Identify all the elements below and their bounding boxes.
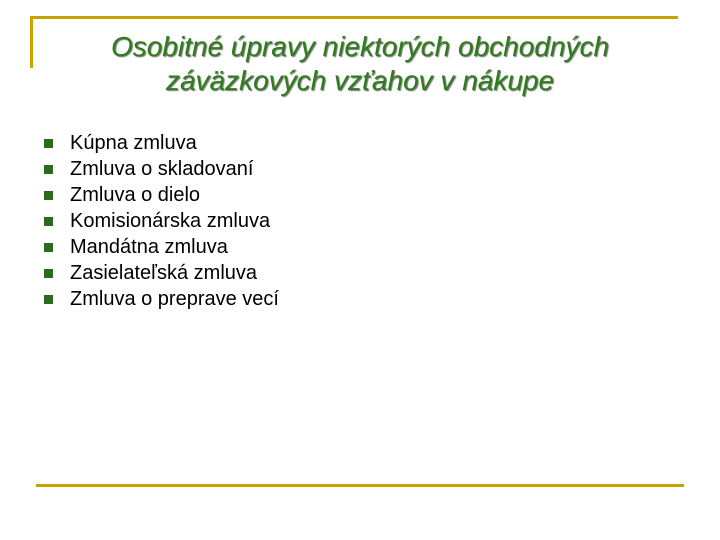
- slide-title-line-1: Osobitné úpravy niektorých obchodných: [110, 31, 610, 62]
- list-item: [40, 130, 279, 156]
- square-bullet-icon: [44, 243, 53, 252]
- list-item-label: Zmluva o preprave vecí: [70, 288, 279, 310]
- square-bullet-icon: [44, 217, 53, 226]
- list-item-label: Zasielateľská zmluva: [70, 262, 258, 284]
- list-item: [40, 234, 279, 260]
- square-bullet-icon: [44, 139, 53, 148]
- list-item: [40, 286, 279, 312]
- square-bullet-icon: [44, 165, 53, 174]
- frame-top-rule: [30, 16, 678, 19]
- list-item-label: Mandátna zmluva: [70, 236, 228, 258]
- frame-left-rule: [30, 16, 33, 68]
- slide-title: [36, 30, 684, 98]
- square-bullet-icon: [44, 269, 53, 278]
- list-item: [40, 208, 279, 234]
- list-item: [40, 260, 279, 286]
- square-bullet-icon: [44, 191, 53, 200]
- bullet-list: [40, 130, 279, 312]
- frame-bottom-rule: [36, 484, 684, 487]
- list-item-label: Zmluva o skladovaní: [70, 158, 254, 180]
- list-item-label: Komisionárska zmluva: [70, 210, 271, 232]
- slide-title-line-2: záväzkových vzťahov v nákupe: [165, 65, 555, 96]
- list-item: [40, 156, 279, 182]
- square-bullet-icon: [44, 295, 53, 304]
- list-item-label: Kúpna zmluva: [70, 132, 197, 154]
- list-item-label: Zmluva o dielo: [70, 184, 201, 206]
- list-item: [40, 182, 279, 208]
